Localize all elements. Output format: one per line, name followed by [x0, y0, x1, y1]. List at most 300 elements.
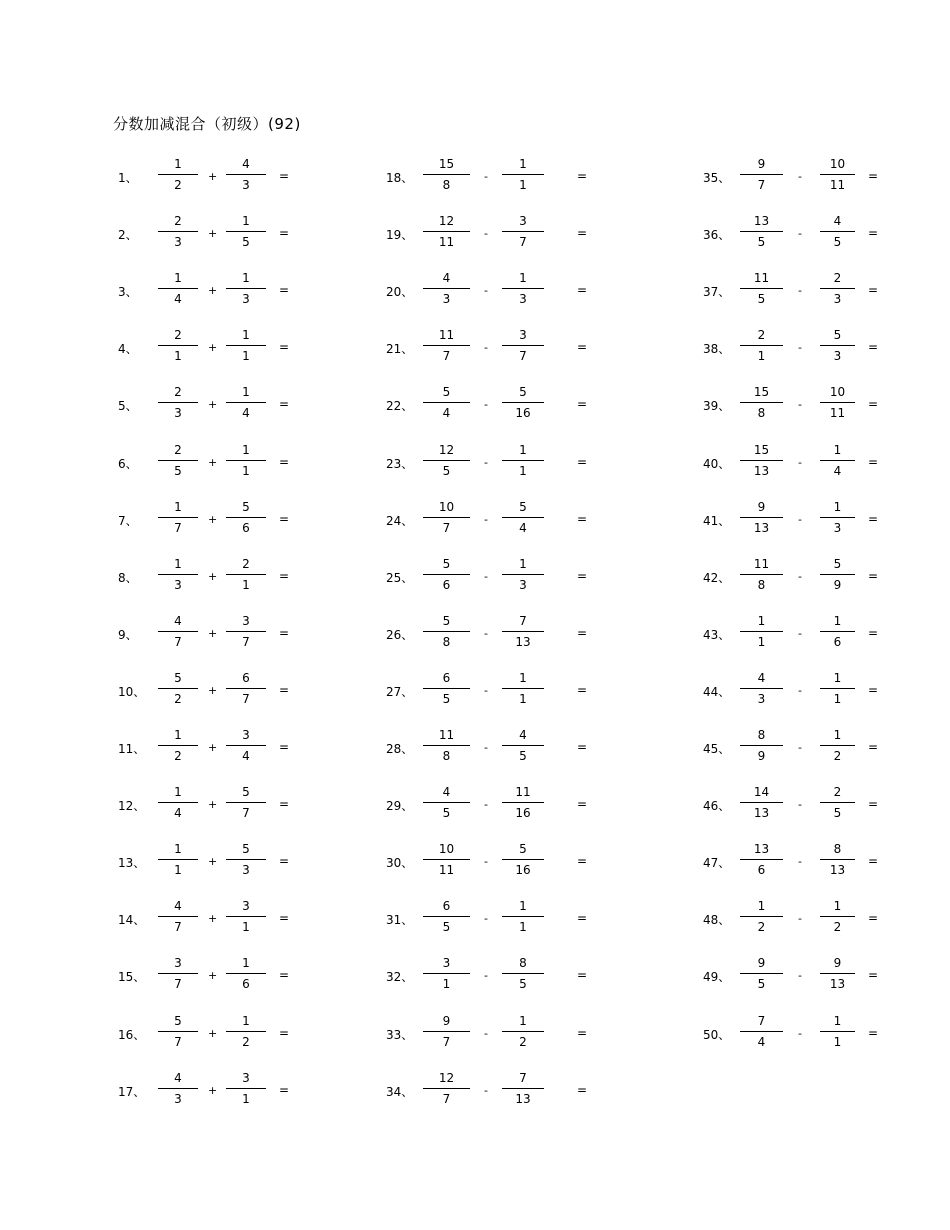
denominator: 13 — [515, 1091, 531, 1106]
numerator: 1 — [833, 670, 842, 685]
equals-sign: = — [279, 1025, 290, 1040]
denominator: 8 — [442, 634, 451, 649]
numerator: 4 — [442, 271, 451, 286]
fraction-bar — [820, 631, 855, 632]
denominator: 3 — [174, 1091, 182, 1106]
numerator: 5 — [833, 556, 842, 571]
operator: - — [484, 798, 488, 812]
problem-number: 27、 — [386, 684, 414, 699]
equals-sign: = — [577, 454, 588, 469]
equals-sign: = — [868, 511, 879, 526]
problem-number: 3、 — [118, 285, 138, 300]
numerator: 4 — [242, 157, 250, 171]
fraction-bar — [820, 574, 855, 575]
numerator: 1 — [242, 328, 250, 343]
numerator: 1 — [833, 613, 842, 628]
numerator: 1 — [242, 442, 250, 457]
problem-number: 33、 — [386, 1027, 414, 1042]
numerator: 1 — [519, 556, 527, 571]
problem-number: 30、 — [386, 856, 414, 871]
problem-number: 34、 — [386, 1084, 414, 1099]
denominator: 7 — [442, 349, 451, 364]
numerator: 7 — [757, 1013, 766, 1028]
denominator: 1 — [242, 349, 250, 364]
denominator: 5 — [442, 463, 451, 478]
problem-number: 38、 — [703, 342, 731, 357]
numerator: 1 — [242, 956, 250, 971]
problem-number: 17、 — [118, 1084, 146, 1099]
fraction-b — [820, 614, 855, 650]
numerator: 1 — [174, 556, 182, 571]
numerator: 5 — [519, 842, 527, 857]
equals-sign: = — [577, 169, 588, 183]
equals-sign: = — [868, 283, 879, 298]
fraction-a — [740, 500, 783, 536]
equals-sign: = — [577, 1025, 588, 1040]
denominator: 6 — [442, 577, 451, 592]
numerator: 1 — [242, 385, 250, 400]
fraction-bar — [820, 288, 855, 289]
denominator: 1 — [519, 178, 527, 192]
problem-number: 22、 — [386, 399, 414, 414]
numerator: 4 — [174, 613, 182, 628]
fraction-b — [820, 842, 855, 878]
fraction-bar — [740, 916, 783, 917]
operator: - — [798, 1026, 802, 1040]
fraction-bar — [820, 802, 855, 803]
operator: - — [484, 1083, 488, 1097]
fraction-bar — [820, 688, 855, 689]
denominator: 7 — [757, 178, 766, 192]
operator: - — [484, 341, 488, 355]
problem-number: 49、 — [703, 970, 731, 985]
fraction-a — [740, 956, 783, 992]
denominator: 4 — [174, 292, 182, 307]
denominator: 5 — [442, 691, 451, 706]
problem-number: 43、 — [703, 627, 731, 642]
denominator: 3 — [174, 406, 182, 421]
denominator: 2 — [174, 749, 182, 763]
equals-sign: = — [868, 454, 879, 469]
equals-sign: = — [279, 911, 290, 926]
equals-sign: = — [279, 797, 290, 812]
numerator: 5 — [174, 670, 182, 685]
equals-sign: = — [279, 682, 290, 697]
numerator: 4 — [442, 785, 451, 800]
operator: - — [798, 626, 802, 640]
operator: + — [208, 398, 218, 412]
fraction-b — [820, 671, 855, 707]
problem-number: 10、 — [118, 684, 146, 699]
equals-sign: = — [868, 340, 879, 355]
denominator: 4 — [174, 806, 182, 821]
operator: + — [208, 798, 218, 812]
problem-row — [0, 949, 950, 1003]
operator: + — [208, 512, 218, 526]
operator: - — [484, 455, 488, 469]
denominator: 1 — [242, 577, 250, 592]
equals-sign: = — [577, 283, 588, 298]
numerator: 7 — [519, 1070, 527, 1085]
fraction-b — [820, 956, 855, 992]
numerator: 15 — [753, 442, 770, 457]
operator: - — [484, 1026, 488, 1040]
fraction-bar — [740, 745, 783, 746]
fraction-bar — [740, 631, 783, 632]
problem-number: 26、 — [386, 627, 414, 642]
numerator: 1 — [519, 442, 527, 457]
problem-number: 32、 — [386, 970, 414, 985]
operator: - — [798, 512, 802, 526]
denominator: 1 — [757, 349, 766, 364]
operator: - — [798, 969, 802, 983]
denominator: 13 — [753, 806, 770, 821]
operator: - — [484, 512, 488, 526]
operator: - — [484, 741, 488, 754]
numerator: 10 — [829, 157, 846, 171]
denominator: 5 — [442, 920, 451, 935]
numerator: 1 — [174, 157, 182, 171]
problem-number: 42、 — [703, 570, 731, 585]
problem-number: 37、 — [703, 285, 731, 300]
fraction-b — [820, 443, 855, 479]
problem-row — [0, 721, 950, 775]
problem-row — [0, 321, 950, 375]
problem-number: 9、 — [118, 627, 138, 642]
numerator: 8 — [757, 728, 766, 742]
denominator: 1 — [242, 1091, 250, 1106]
fraction-a — [740, 1014, 783, 1050]
equals-sign: = — [868, 911, 879, 926]
numerator: 1 — [242, 214, 250, 229]
operator: - — [484, 170, 488, 183]
denominator: 7 — [242, 634, 250, 649]
equals-sign: = — [868, 740, 879, 754]
numerator: 13 — [753, 842, 770, 857]
denominator: 7 — [174, 520, 182, 535]
numerator: 5 — [442, 385, 451, 400]
denominator: 7 — [442, 520, 451, 535]
problem-number: 39、 — [703, 399, 731, 414]
page-title: 分数加减混合（初级）(92) — [113, 115, 301, 133]
problem-row — [0, 207, 950, 261]
numerator: 1 — [174, 785, 182, 800]
numerator: 1 — [174, 842, 182, 857]
problem-number: 48、 — [703, 913, 731, 928]
denominator: 1 — [242, 463, 250, 478]
problem-number: 2、 — [118, 228, 138, 243]
problem-number: 18、 — [386, 171, 414, 185]
problem-row — [0, 607, 950, 661]
denominator: 9 — [833, 577, 842, 592]
problem-row — [0, 892, 950, 946]
fraction-b — [820, 157, 855, 193]
equals-sign: = — [577, 797, 588, 812]
problem-number: 29、 — [386, 799, 414, 814]
denominator: 5 — [833, 806, 842, 821]
denominator: 1 — [519, 463, 527, 478]
equals-sign: = — [577, 911, 588, 926]
numerator: 2 — [833, 271, 842, 286]
denominator: 4 — [757, 1034, 766, 1049]
operator: + — [208, 683, 218, 697]
denominator: 16 — [515, 406, 531, 421]
numerator: 9 — [757, 499, 766, 514]
problem-number: 36、 — [703, 228, 731, 243]
operator: - — [484, 626, 488, 640]
fraction-a — [740, 671, 783, 707]
fraction-b — [820, 271, 855, 307]
numerator: 4 — [833, 214, 842, 229]
fraction-bar — [820, 517, 855, 518]
denominator: 6 — [833, 634, 842, 649]
fraction-bar — [820, 973, 855, 974]
denominator: 3 — [174, 235, 182, 250]
denominator: 1 — [442, 977, 451, 992]
denominator: 13 — [829, 977, 846, 992]
denominator: 1 — [174, 863, 182, 878]
operator: - — [798, 170, 802, 183]
denominator: 1 — [519, 920, 527, 935]
numerator: 1 — [833, 1013, 842, 1028]
numerator: 2 — [757, 328, 766, 343]
denominator: 8 — [757, 406, 766, 421]
equals-sign: = — [279, 968, 290, 983]
denominator: 16 — [515, 863, 531, 878]
numerator: 2 — [174, 214, 182, 229]
numerator: 5 — [242, 842, 250, 857]
denominator: 3 — [519, 577, 527, 592]
fraction-bar — [820, 460, 855, 461]
operator: + — [208, 227, 218, 241]
numerator: 9 — [757, 157, 766, 171]
fraction-b — [820, 1014, 855, 1050]
equals-sign: = — [577, 340, 588, 355]
fraction-bar — [740, 859, 783, 860]
problem-number: 21、 — [386, 342, 414, 357]
problem-number: 6、 — [118, 456, 138, 471]
fraction-a — [740, 443, 783, 479]
numerator: 5 — [519, 385, 527, 400]
denominator: 2 — [833, 749, 842, 763]
denominator: 5 — [174, 463, 182, 478]
problem-number: 28、 — [386, 742, 414, 756]
numerator: 8 — [519, 956, 527, 971]
equals-sign: = — [577, 854, 588, 869]
numerator: 1 — [519, 157, 527, 171]
problem-number: 14、 — [118, 913, 146, 928]
numerator: 8 — [833, 842, 842, 857]
numerator: 3 — [442, 956, 451, 971]
fraction-a — [740, 899, 783, 935]
problem-row — [0, 835, 950, 889]
operator: - — [484, 683, 488, 697]
numerator: 4 — [174, 1070, 182, 1085]
denominator: 5 — [519, 749, 527, 763]
operator: - — [484, 855, 488, 869]
equals-sign: = — [577, 226, 588, 241]
numerator: 1 — [833, 899, 842, 914]
equals-sign: = — [577, 740, 588, 754]
denominator: 3 — [242, 863, 250, 878]
fraction-a — [740, 728, 783, 764]
problem-number: 1、 — [118, 171, 138, 185]
numerator: 2 — [174, 442, 182, 457]
fraction-bar — [740, 460, 783, 461]
numerator: 11 — [438, 328, 455, 343]
denominator: 2 — [757, 920, 766, 935]
equals-sign: = — [279, 283, 290, 298]
problem-row — [0, 150, 950, 204]
numerator: 5 — [442, 613, 451, 628]
equals-sign: = — [577, 682, 588, 697]
denominator: 3 — [833, 520, 842, 535]
numerator: 14 — [753, 785, 770, 800]
problem-number: 16、 — [118, 1027, 146, 1042]
problem-number: 31、 — [386, 913, 414, 928]
numerator: 4 — [757, 670, 766, 685]
problem-number: 20、 — [386, 285, 414, 300]
operator: - — [798, 341, 802, 355]
fraction-bar — [740, 517, 783, 518]
denominator: 11 — [829, 178, 846, 192]
denominator: 3 — [833, 349, 842, 364]
equals-sign: = — [868, 397, 879, 412]
numerator: 5 — [242, 785, 250, 800]
problem-number: 12、 — [118, 799, 146, 814]
numerator: 2 — [833, 785, 842, 800]
fraction-bar — [820, 345, 855, 346]
equals-sign: = — [868, 682, 879, 697]
denominator: 7 — [242, 691, 250, 706]
fraction-a — [423, 1071, 470, 1107]
fraction-b — [820, 557, 855, 593]
numerator: 11 — [515, 785, 531, 800]
fraction-a — [740, 385, 783, 421]
equals-sign: = — [279, 740, 290, 754]
denominator: 7 — [174, 634, 182, 649]
denominator: 7 — [519, 235, 527, 250]
operator: - — [484, 912, 488, 926]
problem-number: 13、 — [118, 856, 146, 871]
fraction-bar — [820, 1031, 855, 1032]
fraction-bar — [820, 916, 855, 917]
equals-sign: = — [868, 854, 879, 869]
equals-sign: = — [279, 226, 290, 241]
equals-sign: = — [279, 169, 290, 183]
operator: + — [208, 741, 218, 754]
denominator: 9 — [757, 749, 766, 763]
fraction-bar — [740, 231, 783, 232]
problem-number: 45、 — [703, 742, 731, 756]
denominator: 16 — [515, 806, 531, 821]
numerator: 1 — [519, 670, 527, 685]
problem-row — [0, 550, 950, 604]
numerator: 3 — [519, 214, 527, 229]
fraction-a — [740, 271, 783, 307]
numerator: 12 — [438, 442, 455, 457]
fraction-a — [740, 157, 783, 193]
problem-number: 5、 — [118, 399, 138, 414]
denominator: 7 — [174, 920, 182, 935]
fraction-b — [820, 500, 855, 536]
fraction-b — [820, 385, 855, 421]
numerator: 1 — [519, 271, 527, 286]
equals-sign: = — [577, 1082, 588, 1097]
fraction-bar — [740, 402, 783, 403]
numerator: 1 — [757, 613, 766, 628]
numerator: 4 — [519, 728, 527, 742]
operator: - — [484, 398, 488, 412]
fraction-bar — [820, 745, 855, 746]
equals-sign: = — [868, 226, 879, 241]
fraction-bar — [820, 231, 855, 232]
operator: - — [798, 398, 802, 412]
problem-row — [0, 493, 950, 547]
fraction-bar — [820, 174, 855, 175]
denominator: 1 — [242, 920, 250, 935]
numerator: 3 — [242, 613, 250, 628]
problem-row — [0, 664, 950, 718]
denominator: 1 — [833, 691, 842, 706]
equals-sign: = — [279, 625, 290, 640]
denominator: 7 — [519, 349, 527, 364]
numerator: 6 — [442, 670, 451, 685]
numerator: 3 — [242, 728, 250, 742]
fraction-a — [740, 214, 783, 250]
fraction-bar — [423, 1088, 470, 1089]
denominator: 4 — [242, 749, 250, 763]
fraction-bar — [740, 973, 783, 974]
operator: - — [798, 912, 802, 926]
equals-sign: = — [577, 397, 588, 412]
operator: - — [484, 227, 488, 241]
problem-number: 24、 — [386, 513, 414, 528]
numerator: 1 — [833, 728, 842, 742]
operator: - — [798, 284, 802, 298]
numerator: 9 — [757, 956, 766, 971]
fraction-bar — [740, 174, 783, 175]
denominator: 1 — [757, 634, 766, 649]
denominator: 13 — [829, 863, 846, 878]
equals-sign: = — [868, 968, 879, 983]
numerator: 1 — [242, 1013, 250, 1028]
operator: + — [208, 626, 218, 640]
numerator: 7 — [519, 613, 527, 628]
problem-number: 8、 — [118, 570, 138, 585]
denominator: 3 — [174, 577, 182, 592]
numerator: 1 — [519, 1013, 527, 1028]
fraction-a — [740, 328, 783, 364]
denominator: 6 — [757, 863, 766, 878]
equals-sign: = — [868, 625, 879, 640]
denominator: 5 — [242, 235, 250, 250]
problem-number: 50、 — [703, 1027, 731, 1042]
denominator: 2 — [174, 691, 182, 706]
denominator: 2 — [833, 920, 842, 935]
operator: + — [208, 284, 218, 298]
equals-sign: = — [279, 511, 290, 526]
numerator: 3 — [242, 899, 250, 914]
problem-number: 44、 — [703, 684, 731, 699]
problem-row — [0, 264, 950, 318]
operator: - — [484, 284, 488, 298]
denominator: 7 — [442, 1034, 451, 1049]
equals-sign: = — [868, 169, 879, 183]
equals-sign: = — [279, 397, 290, 412]
equals-sign: = — [577, 568, 588, 583]
problem-number: 19、 — [386, 228, 414, 243]
